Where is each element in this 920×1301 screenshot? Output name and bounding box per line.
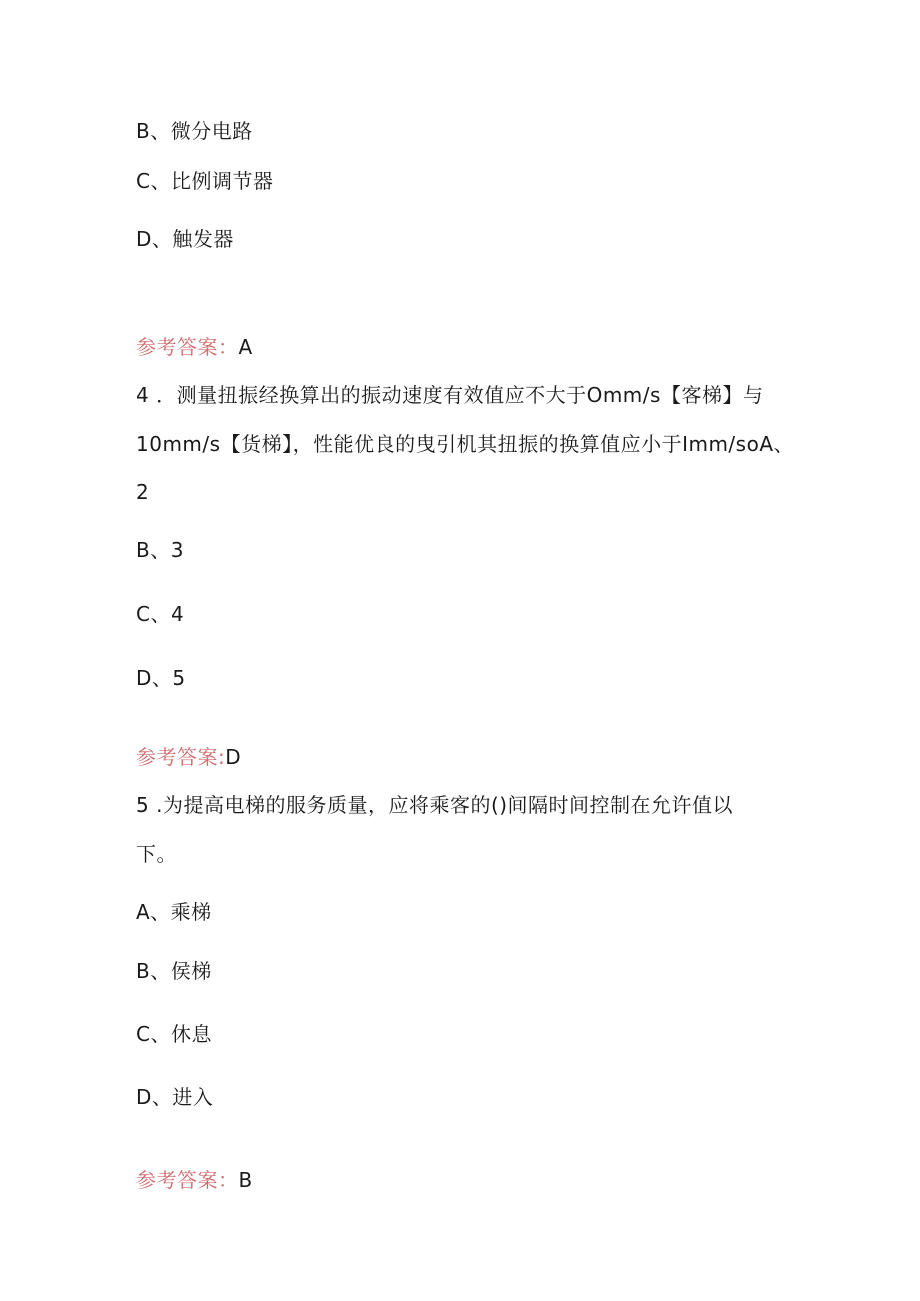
answer-value: B: [238, 1168, 253, 1192]
q4-stem-line-1: 4 ．测量扭振经换算出的振动速度有效值应不大于Omm/s【客梯】与: [136, 383, 764, 407]
q5-stem-line-1: 5 .为提高电梯的服务质量，应将乘客的()间隔时间控制在允许值以: [136, 793, 734, 817]
q5-option-d: D、进入: [136, 1085, 214, 1109]
q3-option-b: B、微分电路: [136, 119, 253, 143]
q3-option-d: D、触发器: [136, 227, 234, 251]
q4-option-b: B、3: [136, 538, 184, 562]
answer-label: 参考答案：: [136, 1168, 239, 1192]
q4-option-c: C、4: [136, 602, 185, 626]
q5-option-c: C、休息: [136, 1022, 212, 1046]
q5-option-b: B、侯梯: [136, 959, 212, 983]
q4-option-d: D、5: [136, 666, 186, 690]
q3-option-c: C、比例调节器: [136, 169, 274, 193]
answer-value: D: [225, 745, 242, 769]
q4-answer: [136, 743, 241, 771]
answer-value: A: [238, 335, 253, 359]
q3-answer: [136, 333, 253, 361]
q4-stem-line-2: 10mm/s【货梯】，性能优良的曳引机其扭振的换算值应小于Imm/soA、: [136, 432, 795, 456]
q5-option-a: A、乘梯: [136, 900, 212, 924]
answer-label: 参考答案：: [136, 335, 239, 359]
q4-stem-line-3: 2: [136, 480, 150, 504]
q5-stem-line-2: 下。: [136, 842, 177, 866]
q5-answer: [136, 1166, 253, 1194]
answer-label: 参考答案:: [136, 745, 226, 769]
